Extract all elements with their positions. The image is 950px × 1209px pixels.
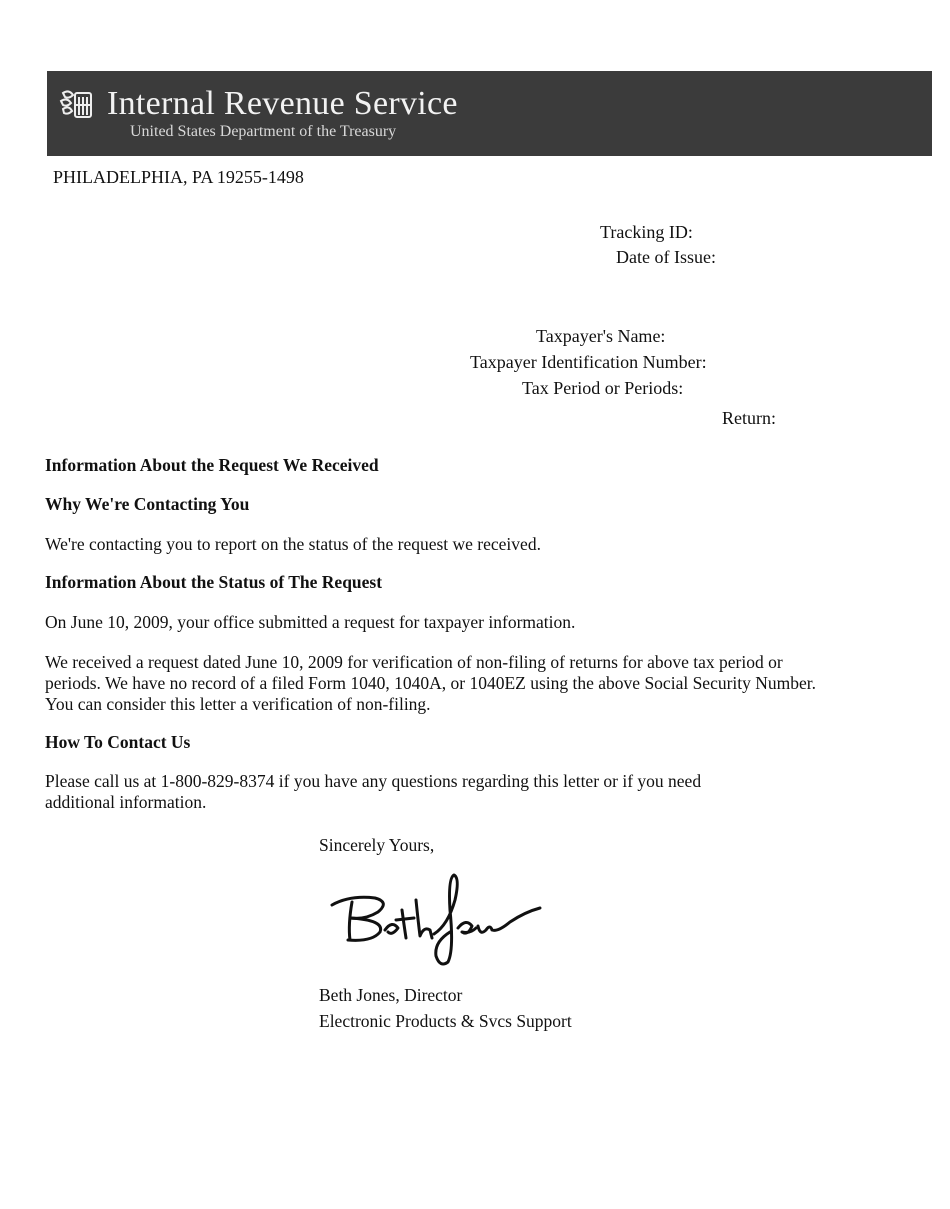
taxpayer-id-label: Taxpayer Identification Number: bbox=[470, 352, 707, 372]
agency-subtitle: United States Department of the Treasury bbox=[130, 123, 397, 140]
closing-salutation: Sincerely Yours, bbox=[319, 835, 435, 855]
office-address: PHILADELPHIA, PA 19255-1498 bbox=[53, 167, 304, 187]
date-of-issue-label: Date of Issue: bbox=[616, 247, 716, 267]
tracking-id-label: Tracking ID: bbox=[600, 222, 693, 242]
paragraph-status-submitted: On June 10, 2009, your office submitted a request for taxpayer information. bbox=[45, 612, 576, 632]
irs-header-banner bbox=[47, 71, 932, 156]
taxpayer-name-label: Taxpayer's Name: bbox=[536, 326, 666, 346]
return-label: Return: bbox=[722, 408, 776, 428]
signer-department: Electronic Products & Svcs Support bbox=[319, 1011, 572, 1031]
tax-period-label: Tax Period or Periods: bbox=[522, 378, 684, 398]
heading-request-received: Information About the Request We Received bbox=[45, 455, 379, 475]
heading-how-to-contact: How To Contact Us bbox=[45, 732, 191, 752]
paragraph-contact-info: Please call us at 1-800-829-8374 if you have any questions regarding this letter or if you need additional information. bbox=[45, 771, 702, 812]
heading-why-contacting: Why We're Contacting You bbox=[45, 494, 250, 514]
handwritten-signature-icon bbox=[330, 870, 545, 970]
paragraph-why-contacting: We're contacting you to report on the status of the request we received. bbox=[45, 534, 541, 554]
heading-request-status: Information About the Status of The Request bbox=[45, 572, 383, 592]
irs-eagle-logo-icon bbox=[57, 85, 97, 125]
paragraph-status-verification: We received a request dated June 10, 2009 for verification of non-filing of returns for above tax period or periods. We have no record of a filed Form 1040, 1040A, or 1040EZ using the above Social Security Number. You can consider this letter a verification of non-filing. bbox=[45, 652, 817, 714]
agency-title: Internal Revenue Service bbox=[107, 85, 458, 122]
signer-name-title: Beth Jones, Director bbox=[319, 985, 463, 1005]
